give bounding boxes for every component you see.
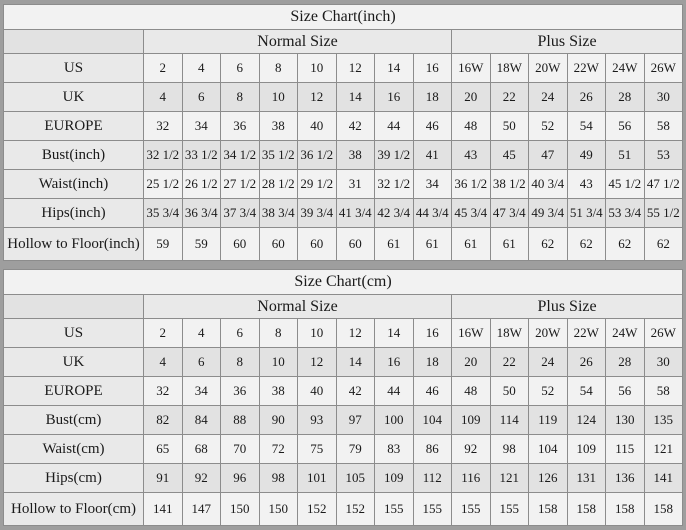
cell: 60 <box>259 228 298 261</box>
cell: 20W <box>529 54 568 83</box>
cell: 62 <box>567 228 606 261</box>
cell: 50 <box>490 112 529 141</box>
size-chart-cm-table <box>3 269 683 526</box>
cell: 58 <box>644 112 683 141</box>
cell: 22 <box>490 83 529 112</box>
cell: 60 <box>298 228 337 261</box>
cell: 105 <box>336 464 375 493</box>
cell: 54 <box>567 112 606 141</box>
cell: 62 <box>529 228 568 261</box>
table-row <box>4 228 683 261</box>
row-label: Waist(inch) <box>4 170 144 199</box>
group-plus-size: Plus Size <box>452 295 683 319</box>
row-label: US <box>4 54 144 83</box>
cell: 68 <box>182 435 221 464</box>
row-label: Hollow to Floor(cm) <box>4 493 144 526</box>
cell: 34 <box>182 112 221 141</box>
cell: 126 <box>529 464 568 493</box>
row-label: Hips(inch) <box>4 199 144 228</box>
cell: 158 <box>606 493 645 526</box>
cell: 34 <box>182 377 221 406</box>
cell: 45 <box>490 141 529 170</box>
cell: 35 1/2 <box>259 141 298 170</box>
chart-title: Size Chart(cm) <box>4 270 683 295</box>
cell: 158 <box>529 493 568 526</box>
row-label: US <box>4 319 144 348</box>
cell: 60 <box>221 228 260 261</box>
cell: 104 <box>529 435 568 464</box>
cell: 10 <box>259 348 298 377</box>
size-chart-inch-table <box>3 4 683 261</box>
cell: 4 <box>182 319 221 348</box>
cell: 88 <box>221 406 260 435</box>
cell: 62 <box>644 228 683 261</box>
cell: 34 1/2 <box>221 141 260 170</box>
cell: 32 1/2 <box>375 170 414 199</box>
cell: 28 <box>606 83 645 112</box>
cell: 83 <box>375 435 414 464</box>
cell: 18W <box>490 54 529 83</box>
cell: 8 <box>259 319 298 348</box>
cell: 92 <box>182 464 221 493</box>
cell: 58 <box>644 377 683 406</box>
cell: 48 <box>452 377 491 406</box>
cell: 59 <box>182 228 221 261</box>
cell: 51 3/4 <box>567 199 606 228</box>
cell: 155 <box>452 493 491 526</box>
cell: 147 <box>182 493 221 526</box>
table-row <box>4 435 683 464</box>
cell: 49 <box>567 141 606 170</box>
cell: 20 <box>452 83 491 112</box>
cell: 36 1/2 <box>298 141 337 170</box>
cell: 52 <box>529 112 568 141</box>
cell: 14 <box>375 319 414 348</box>
table-row <box>4 199 683 228</box>
cell: 158 <box>567 493 606 526</box>
cell: 56 <box>606 377 645 406</box>
cell: 26W <box>644 319 683 348</box>
cell: 75 <box>298 435 337 464</box>
cell: 18 <box>413 348 452 377</box>
cell: 26 <box>567 83 606 112</box>
cell: 37 3/4 <box>221 199 260 228</box>
cell: 50 <box>490 377 529 406</box>
cell: 92 <box>452 435 491 464</box>
cell: 16 <box>413 319 452 348</box>
cell: 47 1/2 <box>644 170 683 199</box>
cell: 155 <box>490 493 529 526</box>
cell: 62 <box>606 228 645 261</box>
row-label: EUROPE <box>4 377 144 406</box>
cell: 124 <box>567 406 606 435</box>
table-row <box>4 348 683 377</box>
cell: 38 <box>336 141 375 170</box>
cell: 49 3/4 <box>529 199 568 228</box>
cell: 14 <box>336 83 375 112</box>
cell: 36 1/2 <box>452 170 491 199</box>
cell: 12 <box>298 348 337 377</box>
cell: 12 <box>336 54 375 83</box>
cell: 40 <box>298 377 337 406</box>
cell: 6 <box>221 319 260 348</box>
cell: 131 <box>567 464 606 493</box>
cell: 36 <box>221 112 260 141</box>
cell: 61 <box>452 228 491 261</box>
cell: 22 <box>490 348 529 377</box>
cell: 22W <box>567 54 606 83</box>
cell: 48 <box>452 112 491 141</box>
cell: 61 <box>375 228 414 261</box>
cell: 42 3/4 <box>375 199 414 228</box>
cell: 47 <box>529 141 568 170</box>
group-normal-size: Normal Size <box>144 295 452 319</box>
cell: 109 <box>452 406 491 435</box>
cell: 6 <box>182 83 221 112</box>
group-plus-size: Plus Size <box>452 30 683 54</box>
cell: 6 <box>221 54 260 83</box>
cell: 26 <box>567 348 606 377</box>
cell: 51 <box>606 141 645 170</box>
table-row <box>4 141 683 170</box>
row-label: Hips(cm) <box>4 464 144 493</box>
row-label: Hollow to Floor(inch) <box>4 228 144 261</box>
cell: 42 <box>336 112 375 141</box>
cell: 61 <box>490 228 529 261</box>
cell: 20W <box>529 319 568 348</box>
cell: 42 <box>336 377 375 406</box>
cell: 109 <box>375 464 414 493</box>
group-blank-cell <box>4 295 144 319</box>
cell: 40 <box>298 112 337 141</box>
cell: 16 <box>413 54 452 83</box>
cell: 121 <box>490 464 529 493</box>
cell: 25 1/2 <box>144 170 183 199</box>
cell: 115 <box>606 435 645 464</box>
cell: 109 <box>567 435 606 464</box>
cell: 36 <box>221 377 260 406</box>
cell: 96 <box>221 464 260 493</box>
cell: 38 <box>259 112 298 141</box>
cell: 16 <box>375 83 414 112</box>
cell: 155 <box>413 493 452 526</box>
size-chart-inch <box>3 4 683 261</box>
cell: 4 <box>144 348 183 377</box>
table-row <box>4 112 683 141</box>
cell: 39 1/2 <box>375 141 414 170</box>
cell: 46 <box>413 112 452 141</box>
cell: 43 <box>567 170 606 199</box>
cell: 90 <box>259 406 298 435</box>
cell: 53 3/4 <box>606 199 645 228</box>
cell: 26 1/2 <box>182 170 221 199</box>
cell: 8 <box>221 83 260 112</box>
cell: 61 <box>413 228 452 261</box>
cell: 24 <box>529 348 568 377</box>
chart-title: Size Chart(inch) <box>4 5 683 30</box>
cell: 14 <box>336 348 375 377</box>
cell: 45 1/2 <box>606 170 645 199</box>
cell: 114 <box>490 406 529 435</box>
cell: 28 <box>606 348 645 377</box>
cell: 72 <box>259 435 298 464</box>
cell: 30 <box>644 348 683 377</box>
cell: 46 <box>413 377 452 406</box>
cell: 82 <box>144 406 183 435</box>
cell: 136 <box>606 464 645 493</box>
cell: 47 3/4 <box>490 199 529 228</box>
cell: 22W <box>567 319 606 348</box>
cell: 91 <box>144 464 183 493</box>
group-blank-cell <box>4 30 144 54</box>
cell: 84 <box>182 406 221 435</box>
cell: 8 <box>259 54 298 83</box>
group-normal-size: Normal Size <box>144 30 452 54</box>
cell: 2 <box>144 319 183 348</box>
row-label: UK <box>4 348 144 377</box>
cell: 18 <box>413 83 452 112</box>
cell: 29 1/2 <box>298 170 337 199</box>
cell: 18W <box>490 319 529 348</box>
cell: 97 <box>336 406 375 435</box>
cell: 44 <box>375 112 414 141</box>
table-row <box>4 377 683 406</box>
cell: 32 <box>144 112 183 141</box>
cell: 8 <box>221 348 260 377</box>
cell: 27 1/2 <box>221 170 260 199</box>
cell: 4 <box>182 54 221 83</box>
cell: 56 <box>606 112 645 141</box>
cell: 65 <box>144 435 183 464</box>
cell: 28 1/2 <box>259 170 298 199</box>
cell: 54 <box>567 377 606 406</box>
cell: 4 <box>144 83 183 112</box>
cell: 38 3/4 <box>259 199 298 228</box>
table-row <box>4 406 683 435</box>
cell: 32 1/2 <box>144 141 183 170</box>
cell: 16W <box>452 54 491 83</box>
cell: 44 <box>375 377 414 406</box>
cell: 104 <box>413 406 452 435</box>
chart-group-row <box>4 295 683 319</box>
chart-title-row <box>4 270 683 295</box>
cell: 36 3/4 <box>182 199 221 228</box>
cell: 119 <box>529 406 568 435</box>
row-label: Bust(inch) <box>4 141 144 170</box>
cell: 39 3/4 <box>298 199 337 228</box>
cell: 41 <box>413 141 452 170</box>
cell: 24W <box>606 54 645 83</box>
cell: 79 <box>336 435 375 464</box>
cell: 70 <box>221 435 260 464</box>
cell: 12 <box>298 83 337 112</box>
cell: 112 <box>413 464 452 493</box>
cell: 16W <box>452 319 491 348</box>
cell: 24 <box>529 83 568 112</box>
cell: 2 <box>144 54 183 83</box>
cell: 35 3/4 <box>144 199 183 228</box>
size-chart-cm <box>3 269 683 526</box>
cell: 45 3/4 <box>452 199 491 228</box>
cell: 98 <box>259 464 298 493</box>
cell: 20 <box>452 348 491 377</box>
cell: 60 <box>336 228 375 261</box>
cell: 34 <box>413 170 452 199</box>
cell: 6 <box>182 348 221 377</box>
table-row <box>4 170 683 199</box>
cell: 10 <box>298 319 337 348</box>
cell: 121 <box>644 435 683 464</box>
cell: 10 <box>298 54 337 83</box>
cell: 14 <box>375 54 414 83</box>
row-label: EUROPE <box>4 112 144 141</box>
cell: 86 <box>413 435 452 464</box>
cell: 150 <box>259 493 298 526</box>
row-label: Waist(cm) <box>4 435 144 464</box>
cell: 38 1/2 <box>490 170 529 199</box>
cell: 116 <box>452 464 491 493</box>
cell: 32 <box>144 377 183 406</box>
cell: 52 <box>529 377 568 406</box>
cell: 10 <box>259 83 298 112</box>
cell: 101 <box>298 464 337 493</box>
cell: 12 <box>336 319 375 348</box>
cell: 135 <box>644 406 683 435</box>
cell: 26W <box>644 54 683 83</box>
cell: 130 <box>606 406 645 435</box>
table-row <box>4 83 683 112</box>
cell: 59 <box>144 228 183 261</box>
cell: 53 <box>644 141 683 170</box>
row-label: UK <box>4 83 144 112</box>
table-row <box>4 493 683 526</box>
table-row <box>4 54 683 83</box>
cell: 33 1/2 <box>182 141 221 170</box>
cell: 44 3/4 <box>413 199 452 228</box>
cell: 152 <box>298 493 337 526</box>
cell: 31 <box>336 170 375 199</box>
chart-title-row <box>4 5 683 30</box>
row-label: Bust(cm) <box>4 406 144 435</box>
cell: 40 3/4 <box>529 170 568 199</box>
table-row <box>4 464 683 493</box>
cell: 24W <box>606 319 645 348</box>
cell: 41 3/4 <box>336 199 375 228</box>
cell: 158 <box>644 493 683 526</box>
cell: 43 <box>452 141 491 170</box>
table-row <box>4 319 683 348</box>
cell: 152 <box>336 493 375 526</box>
cell: 93 <box>298 406 337 435</box>
cell: 150 <box>221 493 260 526</box>
cell: 141 <box>144 493 183 526</box>
cell: 141 <box>644 464 683 493</box>
chart-group-row <box>4 30 683 54</box>
cell: 98 <box>490 435 529 464</box>
cell: 16 <box>375 348 414 377</box>
cell: 38 <box>259 377 298 406</box>
cell: 155 <box>375 493 414 526</box>
cell: 55 1/2 <box>644 199 683 228</box>
cell: 100 <box>375 406 414 435</box>
cell: 30 <box>644 83 683 112</box>
